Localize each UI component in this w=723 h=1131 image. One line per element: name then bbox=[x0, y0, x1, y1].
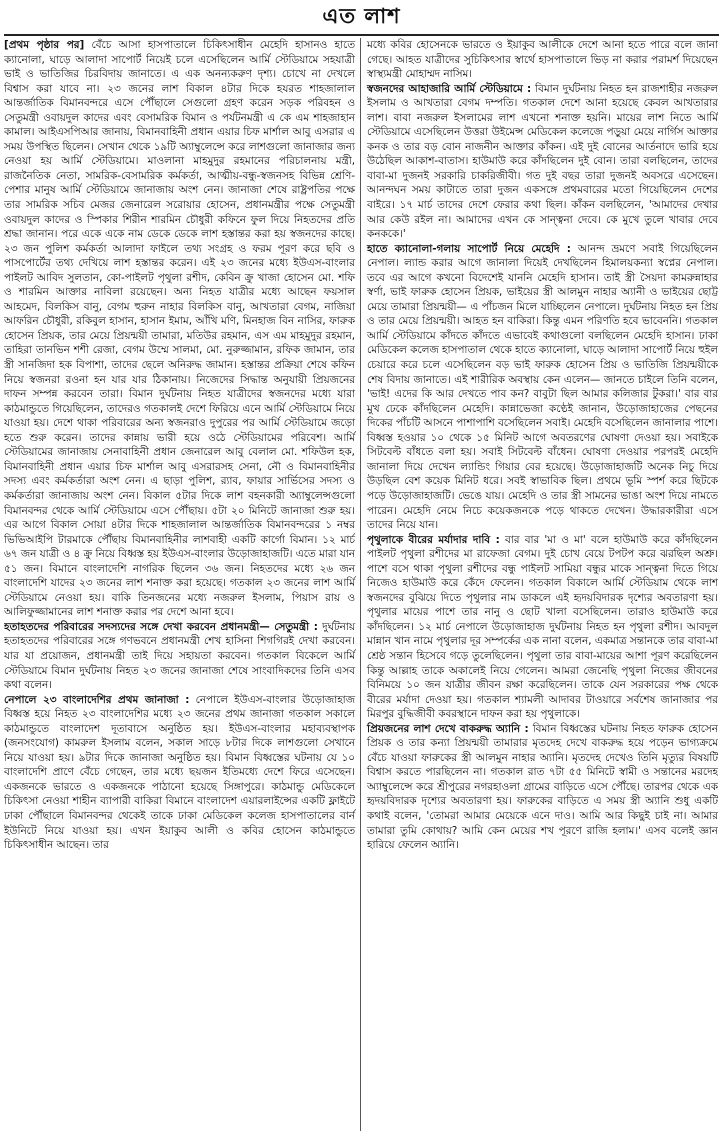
subheading-pm-meeting: হতাহতদের পরিবারের সদস্যদের সঙ্গে দেখা করবেন প্রধানমন্ত্রী— সেতুমন্ত্রী : bbox=[4, 620, 318, 633]
paragraph-relatives-text: বিমান দুর্ঘটনায় নিহত হন রাজশাহীর নজরুল ইসলাম ও আখতারা বেগম দম্পতি। গতকাল দেশে আনা হয়েছে কেবল আখতারার লাশ। বাবা নজরুল ইসলামের লাশ এখনো শনাক্ত হয়নি। মায়ের লাশ নিতে আর্মি স্টেডিয়ামে এসেছিলেন উত্তরা উইমেন্স মেডিকেল কলেজে পড়ুয়া মেয়ে নার্গিস আক্তার কনক ও তার বড় বোন নাজনীন আক্তার কাঁকন। এই দুই বোনের আর্তনাদে ভারি হয়ে উঠেছিল আকাশ-বাতাস। হাউমাউ করে কাঁদছিলেন দুই বোন। তারা বলছিলেন, তাদের বাবা-মা দুজনই সরকারি চাকরিজীবী। গত দুই বছর তারা দুজনই অবসরে এসেছেন। আনন্দঘন সময় কাটাতে তারা দুজন একসঙ্গে প্রথমবারের মতো গিয়েছিলেন দেশের বাইরে। ১৭ মার্চ তাদের দেশে ফেরার কথা ছিল। কাঁকন বলছিলেন, 'আমাদের দেখার আর কেউ রইল না। আমাদের এখন কে সান্ত্বনা দেবে। কে মুখে তুলে খাবার দেবে কনককে।' bbox=[367, 82, 718, 241]
article-columns bbox=[4, 38, 719, 1131]
subheading-prithula: পৃথুলাকে বীরের মর্যাদার দাবি : bbox=[367, 533, 500, 546]
right-column bbox=[361, 38, 718, 1131]
paragraph-nepal-janaza-text: নেপালে ইউএস-বাংলার উড়োজাহাজ বিধ্বস্ত হয়ে নিহত ২৩ বাংলাদেশির মধ্যে ২৩ জনের প্রথম জানাজা গতকাল সকালে কাঠমান্ডুতে বাংলাদেশ দূতাবাসে অনুষ্ঠিত হয়। ইউএস-বাংলার মহাব্যবস্থাপক (জনসংযোগ) কামরুল ইসলাম বলেন, সকাল সাড়ে ৮টার দিকে লাশগুলো সেখানে নিয়ে যাওয়া হয়। ৯টার দিকে জানাজা অনুষ্ঠিত হয়। বিমান বিধ্বস্তের ঘটনায় যে ১০ বাংলাদেশি প্রাণে বেঁচে গেছেন, তার মধ্যে ছয়জন ইতিমধ্যে দেশে ফিরে এসেছেন। একজনকে ভারতে ও একজনকে পাঠানো হয়েছে সিঙ্গাপুরে। কাঠমান্ডু মেডিকেলে চিকিৎসা নেওয়া শাহীন ব্যাপারী বাকিরা বিমানে বাংলাদেশ এয়ারলাইন্সের একটি ফ্লাইটে ঢাকা পৌঁছালে বিমানবন্দর থেকেই তাকে ঢাকা মেডিকেল কলেজ হাসপাতালের বার্ন ইউনিটে নিয়ে যাওয়া হয়। এখন ইয়াকুব আলী ও কবির হোসেন কাঠমান্ডুতে চিকিৎসাধীন আছেন। তার bbox=[4, 693, 355, 852]
subheading-mehedi: হাতে ক্যানোলা-গলায় সাপোর্ট নিয়ে মেহেদি : bbox=[367, 242, 571, 255]
paragraph-mehedi-text: আনন্দ ভ্রমণে সবাই গিয়েছিলেন নেপাল। ল্যান্ড করার আগে জানালা দিয়েই দেখছিলেন হিমালয়কন্যা স্বপ্নের নেপাল। তবে এর আগে কখনো বিদেশেই যাননি মেহেদি হাসান। তাই স্ত্রী সৈয়দা কামরুন্নাহার স্বর্ণা, ভাই ফারুক হোসেন প্রিয়ক, ভাইয়ের স্ত্রী আলমুন নাহার অ্যানী ও ভাইয়ের ছোট্ট মেয়ে তামারা প্রিয়ন্ময়ী— এ পাঁচজন মিলে যাচ্ছিলেন নেপালে। দুর্ঘটনায় নিহত হন প্রিয় ও তার মেয়ে প্রিয়ন্ময়ী। আহত হন বাকিরা। কিন্তু এমন পরিণতি হবে ভাবেননি। গতকাল আর্মি স্টেডিয়ামে কাঁদতে কাঁদতে এভাবেই কথাগুলো বলছিলেন মেহেদি হাসান। ঢাকা মেডিকেল কলেজ হাসপাতাল থেকে হাতে ক্যানোলা, ঘাড়ে আলাদা সাপোর্ট নিয়ে হুইল চেয়ারে করে চলে এসেছিলেন বড় ভাই ফারুক হোসেন প্রিয় ও ভাতিজি প্রিয়ন্ময়ীকে শেষ বিদায় জানাতে। এই শারীরিক অবস্থায় কেন এলেন— জানতে চাইলে তিনি বলেন, 'ভাই! এদের কি আর দেখতে পাব কন? বাবুটা ছিল আমার কলিজার টুকরা।' বার বার মুখ ঢেকে কাঁদছিলেন মেহেদি। কান্নাভেজা কণ্ঠেই জানান, উড়োজাহাজের পেছনের দিকের পাঁচটি আসনে পাশাপাশি বসেছিলেন সবাই। মেহেদি বসেছিলেন জানালার পাশে। বিধ্বস্ত হওয়ার ১০ থেকে ১৫ মিনিট আগে অবতরণের ঘোষণা দেওয়া হয়। সবাইকে সিটবেল্ট বাঁধতে বলা হয়। সবাই সিটবেল্ট বাঁধেন। ঘোষণা দেওয়ার পরপরই মেহেদি জানালা দিয়ে দেখেন ল্যান্ডিং গিয়ার বের হয়েছে। উড়োজাহাজটি অনেক নিচু দিয়ে উড়ছিল বেশ কয়েক মিনিট ধরে। সবই স্বাভাবিক ছিল। প্রথমে ভূমি স্পর্শ করে ছিটকে পড়ে উড়োজাহাজটি। ভেঙে যায়। মেহেদি ও তার স্ত্রী সামনের ভাঙা অংশ দিয়ে নামতে পারেন। মেহেদি নেমে নিচে কয়েকজনকে পড়ে থাকতে দেখেন। উদ্ধারকারীরা এসে তাদের নিয়ে যান। bbox=[367, 242, 718, 532]
paragraph-continuation bbox=[367, 38, 718, 82]
paragraph-mehedi bbox=[367, 242, 718, 533]
headline-bar bbox=[4, 0, 719, 36]
subheading-annie: প্রিয়জনের লাশ দেখে বাকরুদ্ধ অ্যানি : bbox=[367, 722, 529, 735]
paragraph-annie bbox=[367, 722, 718, 853]
paragraph-intro bbox=[4, 38, 355, 620]
subheading-nepal-janaza: নেপালে ২৩ বাংলাদেশির প্রথম জানাজা : bbox=[4, 693, 190, 706]
paragraph-pm-meeting-text: দুর্ঘটনায় হতাহতদের পরিবারের সঙ্গে গণভবনে প্রধানমন্ত্রী শেখ হাসিনা শিগগিরই দেখা করবেন। যার যা প্রয়োজন, প্রধানমন্ত্রী তাই দিয়ে সহায়তা করবেন। গতকাল বিকেলে আর্মি স্টেডিয়ামে বিমান দুর্ঘটনায় নিহত ২৩ জনের জানাজা শেষে সাংবাদিকদের তিনি এসব কথা বলেন। bbox=[4, 620, 355, 692]
continued-marker: [প্রথম পৃষ্ঠার পর] bbox=[4, 39, 85, 51]
subheading-relatives: স্বজনদের আহাজারি আর্মি স্টেডিয়ামে : bbox=[367, 82, 532, 95]
left-column bbox=[4, 38, 361, 1131]
paragraph-prithula-text: বার বার 'মা ও মা' বলে হাউমাউ করে কাঁদছিলেন পাইলট পৃথুলা রশীদের মা রাফেজা বেগম। দুই চোখ বেয়ে টপটপ করে ঝরছিল অশ্রু। পাশে বসে থাকা পৃথুলা রশীদের বন্ধু পাইলট সামিয়া বন্ধুর মাকে সান্ত্বনা দিতে গিয়ে নিজেও হাউমাউ করে কেঁদে ফেলেন। গতকাল বিকালে আর্মি স্টেডিয়াম থেকে লাশ স্বজনদের বুঝিয়ে দিতে পৃথুলার নাম ডাকলে এই হৃদয়বিদারক দৃশ্যের অবতারণা হয়। পৃথুলার মায়ের পাশে তার নানু ও ছোট খালা বসেছিলেন। তারাও হাউমাউ করে কাঁদছিলেন। ১২ মার্চ নেপালে উড়োজাহাজ দুর্ঘটনায় নিহত হন পৃথুলা রশীদ। আবদুল মান্নান খান নামে পৃথুলার দূর সম্পর্কের এক নানা বলেন, একমাত্র সন্তানকে তার বাবা-মা শ্রেষ্ঠ সন্তান হিসেবে গড়ে তুলেছিলেন। পৃথুলা তার বাবা-মায়ের আশা পূরণ করেছিলেন কিন্তু আল্লাহ তাকে অকালেই নিয়ে গেলেন। আমরা জেনেছি পৃথুলা নিজের জীবনের বিনিময়ে ১০ জন যাত্রীর জীবন রক্ষা করেছিলেন। তাকে যেন সরকারের পক্ষ থেকে বীরের মর্যাদা দেওয়া হয়। গতকাল শ্যামলী আদাবর টাওয়ারে সর্বশেষ জানাজার পর মিরপুর বুদ্ধিজীবী কবরস্থানে দাফন করা হয় পৃথুলাকে। bbox=[367, 533, 718, 721]
paragraph-intro-text: বেঁচে আসা হাসপাতালে চিকিৎসাধীন মেহেদি হাসানও হাতে ক্যানোলা, ঘাড়ে আলাদা সাপোর্ট নিয়েই চলে এসেছিলেন আর্মি স্টেডিয়ামে সহযাত্রী ভাই ও ভাতিজির চিরবিদায় জানাতে। এ এক অনন্যকরুণ দৃশ্য। চোখে না দেখলে বিশ্বাস করা যাবে না। ২৩ জনের লাশ বিকাল ৪টার দিকে হযরত শাহজালাল আন্তর্জাতিক বিমানবন্দরে এসে পৌঁছালে সেগুলো গ্রহণ করেন সড়ক পরিবহন ও সেতুমন্ত্রী ওবায়দুল কাদের এবং বেসামরিক বিমান ও পর্যটনমন্ত্রী এ কে এম শাহজাহান কামাল। আইএসপিআর জানায়, বিমানবাহিনী প্রধান এয়ার চিফ মার্শাল আবু এসরার এ সময় উপস্থিত ছিলেন। সেখান থেকে ১৯টি অ্যাম্বুলেন্সে করে লাশগুলো জানাজার জন্য নেওয়া হয় আর্মি স্টেডিয়ামে। মাওলানা মাহমুদুর রহমানের পরিচালনায় মন্ত্রী, রাজনৈতিক নেতা, সামরিক-বেসামরিক কর্মকর্তা, আত্মীয়-বন্ধু-স্বজনসহ বিভিন্ন শ্রেণি-পেশার মানুষ আর্মি স্টেডিয়ামে জানাজায় অংশ নেন। জানাজা শেষে রাষ্ট্রপতির পক্ষে তার সামরিক সচিব মেজর জেনারেল সরোয়ার হোসেন, প্রধানমন্ত্রীর পক্ষে সেতুমন্ত্রী ওবায়দুল কাদের ও স্পিকার শিরীন শারমিন চৌধুরী কফিনে ফুল দিয়ে নিহতদের প্রতি শ্রদ্ধা জানান। পরে একে একে নাম ডেকে ডেকে লাশ হস্তান্তর করা হয় স্বজনদের কাছে। ২৩ জন পুলিশ কর্মকর্তা আলাদা ফাইলে তথ্য সংগ্রহ ও ফরম পূরণ করে ছবি ও পাসপোর্টের তথ্য দেখিয়ে লাশ হস্তান্তর করেন। এই ২৩ জনের মধ্যে ইউএস-বাংলার পাইলট আবিদ সুলতান, কো-পাইলট পৃথুলা রশীদ, কেবিন ক্রু খাজা হোসেন মো. শফি ও শারমিন আক্তার নাবিলা রয়েছেন। অন্য নিহত যাত্রীর মধ্যে আছেন ফয়সাল আহমেদ, বিলকিস বানু, বেগম হুরুন নাহার বিলকিস বানু, আখতারা বেগম, নাজিয়া আফরিন চৌধুরী, রকিবুল হাসান, হাসান ইমাম, আঁখি মণি, মিনহাজ বিন নাসির, ফারুক হোসেন প্রিয়ক, তার মেয়ে প্রিয়ন্ময়ী তামারা, মতিউর রহমান, এস এম মাহমুদুর রহমান, তাহিরা তানভিন শশী রেজা, বেগম উম্মে সালমা, মো. নুরুজ্জামান, রফিক জামান, তার স্ত্রী সানজিদা হক বিপাশা, তাদের ছেলে অনিরুদ্ধ জামান। হস্তান্তর প্রক্রিয়া শেষে কফিন নিয়ে স্বজনরা রওনা হন যার যার ঠিকানায়। নিজেদের সিদ্ধান্ত অনুযায়ী প্রিয়জনের দাফন সম্পন্ন করবেন তারা। বিমান দুর্ঘটনায় নিহত যাত্রীদের স্বজনদের মধ্যে যারা কাঠমান্ডুতে গিয়েছিলেন, তাদেরও গতকালই দেশে ফিরিয়ে এনে আর্মি স্টেডিয়ামে নিয়ে যাওয়া হয়। দেশে থাকা পরিবারের অন্য স্বজনরাও দুপুরের পর আর্মি স্টেডিয়ামে জড়ো হতে শুরু করেন। তাদের কান্নায় ভারী হয়ে ওঠে স্টেডিয়ামের পরিবেশ। আর্মি স্টেডিয়ামের জানাজায় সেনাবাহিনী প্রধান জেনারেল আবু বেলাল মো. শফিউল হক, বিমানবাহিনী প্রধান এয়ার চিফ মার্শাল আবু এসরারসহ সেনা, নৌ ও বিমানবাহিনীর সদস্য এবং কর্মকর্তারা অংশ নেন। এ ছাড়া পুলিশ, র‌্যাব, ফায়ার সার্ভিসের সদস্য ও কর্মকর্তারা জানাজায় অংশ নেন। বিকাল ৫টার দিকে লাশ বহনকারী অ্যাম্বুলেন্সগুলো বিমানবন্দর থেকে আর্মি স্টেডিয়ামে এসে পৌঁছায়। ৫টা ২০ মিনিটে জানাজা শুরু হয়। এর আগে বিকাল সোয়া ৪টার দিকে শাহজালাল আন্তর্জাতিক বিমানবন্দরের ১ নম্বর ভিভিআইপি টারমাকে পৌঁছায় বিমানবাহিনীর লাশবাহী একটি কার্গো বিমান। ১২ মার্চ ৬৭ জন যাত্রী ও ৪ ক্রু নিয়ে বিধ্বস্ত হয় ইউএস-বাংলার উড়োজাহাজটি। এতে মারা যান ৫১ জন। বিমানে বাংলাদেশি নাগরিক ছিলেন ৩৬ জন। নিহতদের মধ্যে ২৬ জন বাংলাদেশি যাদের ২৩ জনের লাশ শনাক্ত করা হয়েছে। গতকাল ২৩ জনের লাশ আর্মি স্টেডিয়ামে নেওয়া হয়। বাকি তিনজনের মধ্যে নজরুল ইসলাম, পিয়াস রায় ও আলিফুজ্জামানের লাশ শনাক্ত করার পর দেশে আনা হবে। bbox=[4, 39, 356, 619]
paragraph-prithula bbox=[367, 533, 718, 722]
paragraph-continuation-text: মধ্যে কবির হোসেনকে ভারতে ও ইয়াকুব আলীকে দেশে আনা হতে পারে বলে জানা গেছে। আহত যাত্রীদের সুচিকিৎসার স্বার্থে হাসপাতালে ভিড় না করার পরামর্শ দিয়েছেন স্বাস্থ্যমন্ত্রী মোহাম্মদ নাসিম। bbox=[367, 39, 718, 81]
headline: এত লাশ bbox=[322, 3, 401, 28]
paragraph-pm-meeting bbox=[4, 620, 355, 693]
paragraph-annie-text: বিমান বিধ্বস্তের ঘটনায় নিহত ফারুক হোসেন প্রিয়ক ও তার কন্যা প্রিয়ন্ময়ী তামারার মৃতদেহ দেখে বাকরুদ্ধ হয়ে পড়েন ভাগ্যক্রমে বেঁচে যাওয়া ফারুকের স্ত্রী আলমুন নাহার অ্যানি। মৃতদেহ দেখেও তিনি মৃত্যুর বিষয়টি বিশ্বাস করতে পারছিলেন না। গতকাল রাত ৭টা ৫৫ মিনিটে স্বামী ও সন্তানের মরদেহ অ্যাম্বুলেন্সে করে শ্রীপুরের নগরহাওলা গ্রামের বাড়িতে এসে পৌঁছে। তারপর থেকে এক হৃদয়বিদারক দৃশ্যের অবতারণা হয়। ফারুকের বাড়িতে এ সময় স্ত্রী অ্যানি শুধু একটি কথাই বলেন, 'তোমরা আমার মেয়েকে এনে দাও। আমি আর কিছুই চাই না। আমার তামারা তুমি কোথায়? আমি কেন মেয়ের শখ পূরণে রাজি হলাম।' এসব বলেই জ্ঞান হারিয়ে ফেলেন অ্যানি। bbox=[367, 722, 718, 852]
paragraph-relatives bbox=[367, 82, 718, 242]
paragraph-nepal-janaza bbox=[4, 693, 355, 853]
